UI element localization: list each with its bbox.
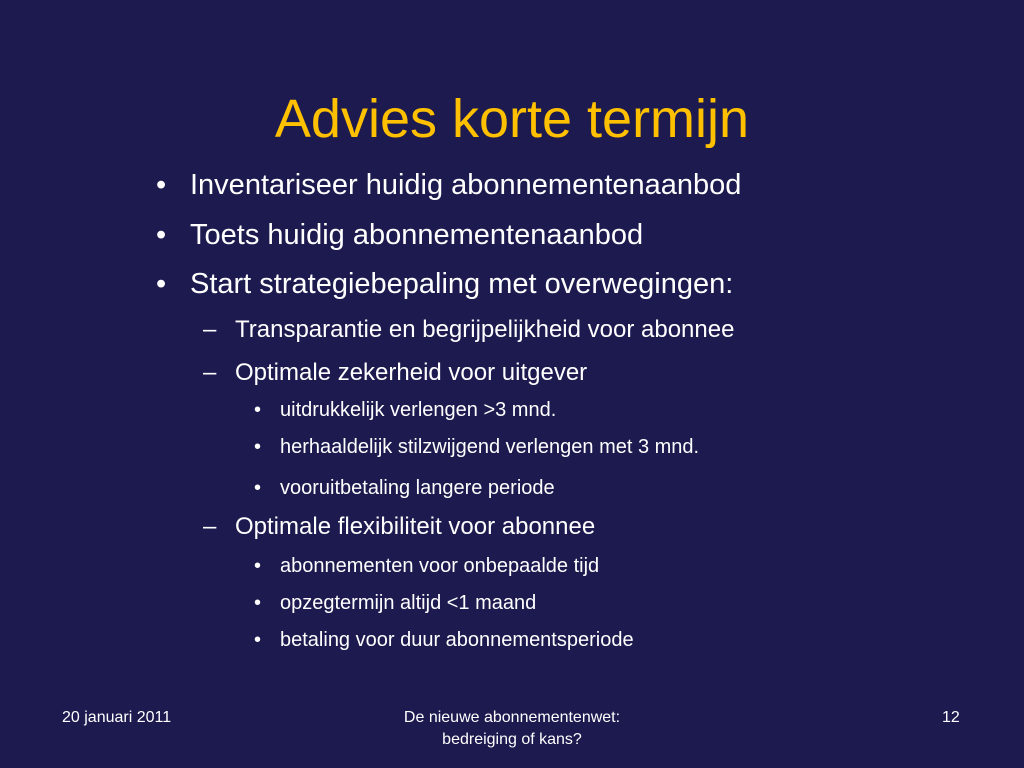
dash-marker: – <box>203 359 217 386</box>
sub-sub-bullet-text: betaling voor duur abonnementsperiode <box>280 629 634 651</box>
bullet-marker: • <box>156 268 167 300</box>
bullet-text: Inventariseer huidig abonnementenaanbod <box>190 169 742 201</box>
bullet-start-strategie <box>156 267 734 301</box>
bullet-marker: • <box>254 436 262 458</box>
sub-bullet-text: Optimale zekerheid voor uitgever <box>235 359 588 386</box>
sub-sub-bullet-text: abonnementen voor onbepaalde tijd <box>280 555 600 577</box>
sub-bullet-transparantie <box>203 316 735 344</box>
slide-number: 12 <box>942 709 960 726</box>
sub-sub-bullet-opzegtermijn <box>254 591 537 615</box>
bullet-marker: • <box>254 477 262 499</box>
sub-sub-bullet-stilzwijgend <box>254 435 700 459</box>
sub-bullet-zekerheid <box>203 359 588 387</box>
footer-title <box>312 707 712 751</box>
bullet-toets <box>156 218 644 252</box>
bullet-marker: • <box>254 629 262 651</box>
sub-sub-bullet-onbepaalde-tijd <box>254 554 600 578</box>
sub-sub-bullet-text: opzegtermijn altijd <1 maand <box>280 592 537 614</box>
slide-title: Advies korte termijn <box>274 89 750 149</box>
bullet-inventariseer <box>156 168 742 202</box>
footer-date: 20 januari 2011 <box>62 709 172 726</box>
bullet-marker: • <box>254 399 262 421</box>
bullet-marker: • <box>156 219 167 251</box>
sub-sub-bullet-uitdrukkelijk <box>254 398 557 422</box>
bullet-marker: • <box>156 169 167 201</box>
bullet-marker: • <box>254 592 262 614</box>
bullet-marker: • <box>254 555 262 577</box>
bullet-text: Start strategiebepaling met overwegingen: <box>190 268 734 300</box>
sub-bullet-flexibiliteit <box>203 513 596 541</box>
sub-sub-bullet-betaling <box>254 628 634 652</box>
sub-bullet-text: Transparantie en begrijpelijkheid voor abonnee <box>235 316 735 343</box>
sub-bullet-text: Optimale flexibiliteit voor abonnee <box>235 513 596 540</box>
dash-marker: – <box>203 513 217 540</box>
sub-sub-bullet-text: herhaaldelijk stilzwijgend verlengen met 3 mnd. <box>280 436 700 458</box>
footer-title-line2: bedreiging of kans? <box>442 731 582 748</box>
dash-marker: – <box>203 316 217 343</box>
sub-sub-bullet-vooruitbetaling <box>254 476 555 500</box>
sub-sub-bullet-text: vooruitbetaling langere periode <box>280 477 555 499</box>
sub-sub-bullet-text: uitdrukkelijk verlengen >3 mnd. <box>280 399 557 421</box>
footer-title-line1: De nieuwe abonnementenwet: <box>403 709 621 726</box>
bullet-text: Toets huidig abonnementenaanbod <box>190 219 644 251</box>
